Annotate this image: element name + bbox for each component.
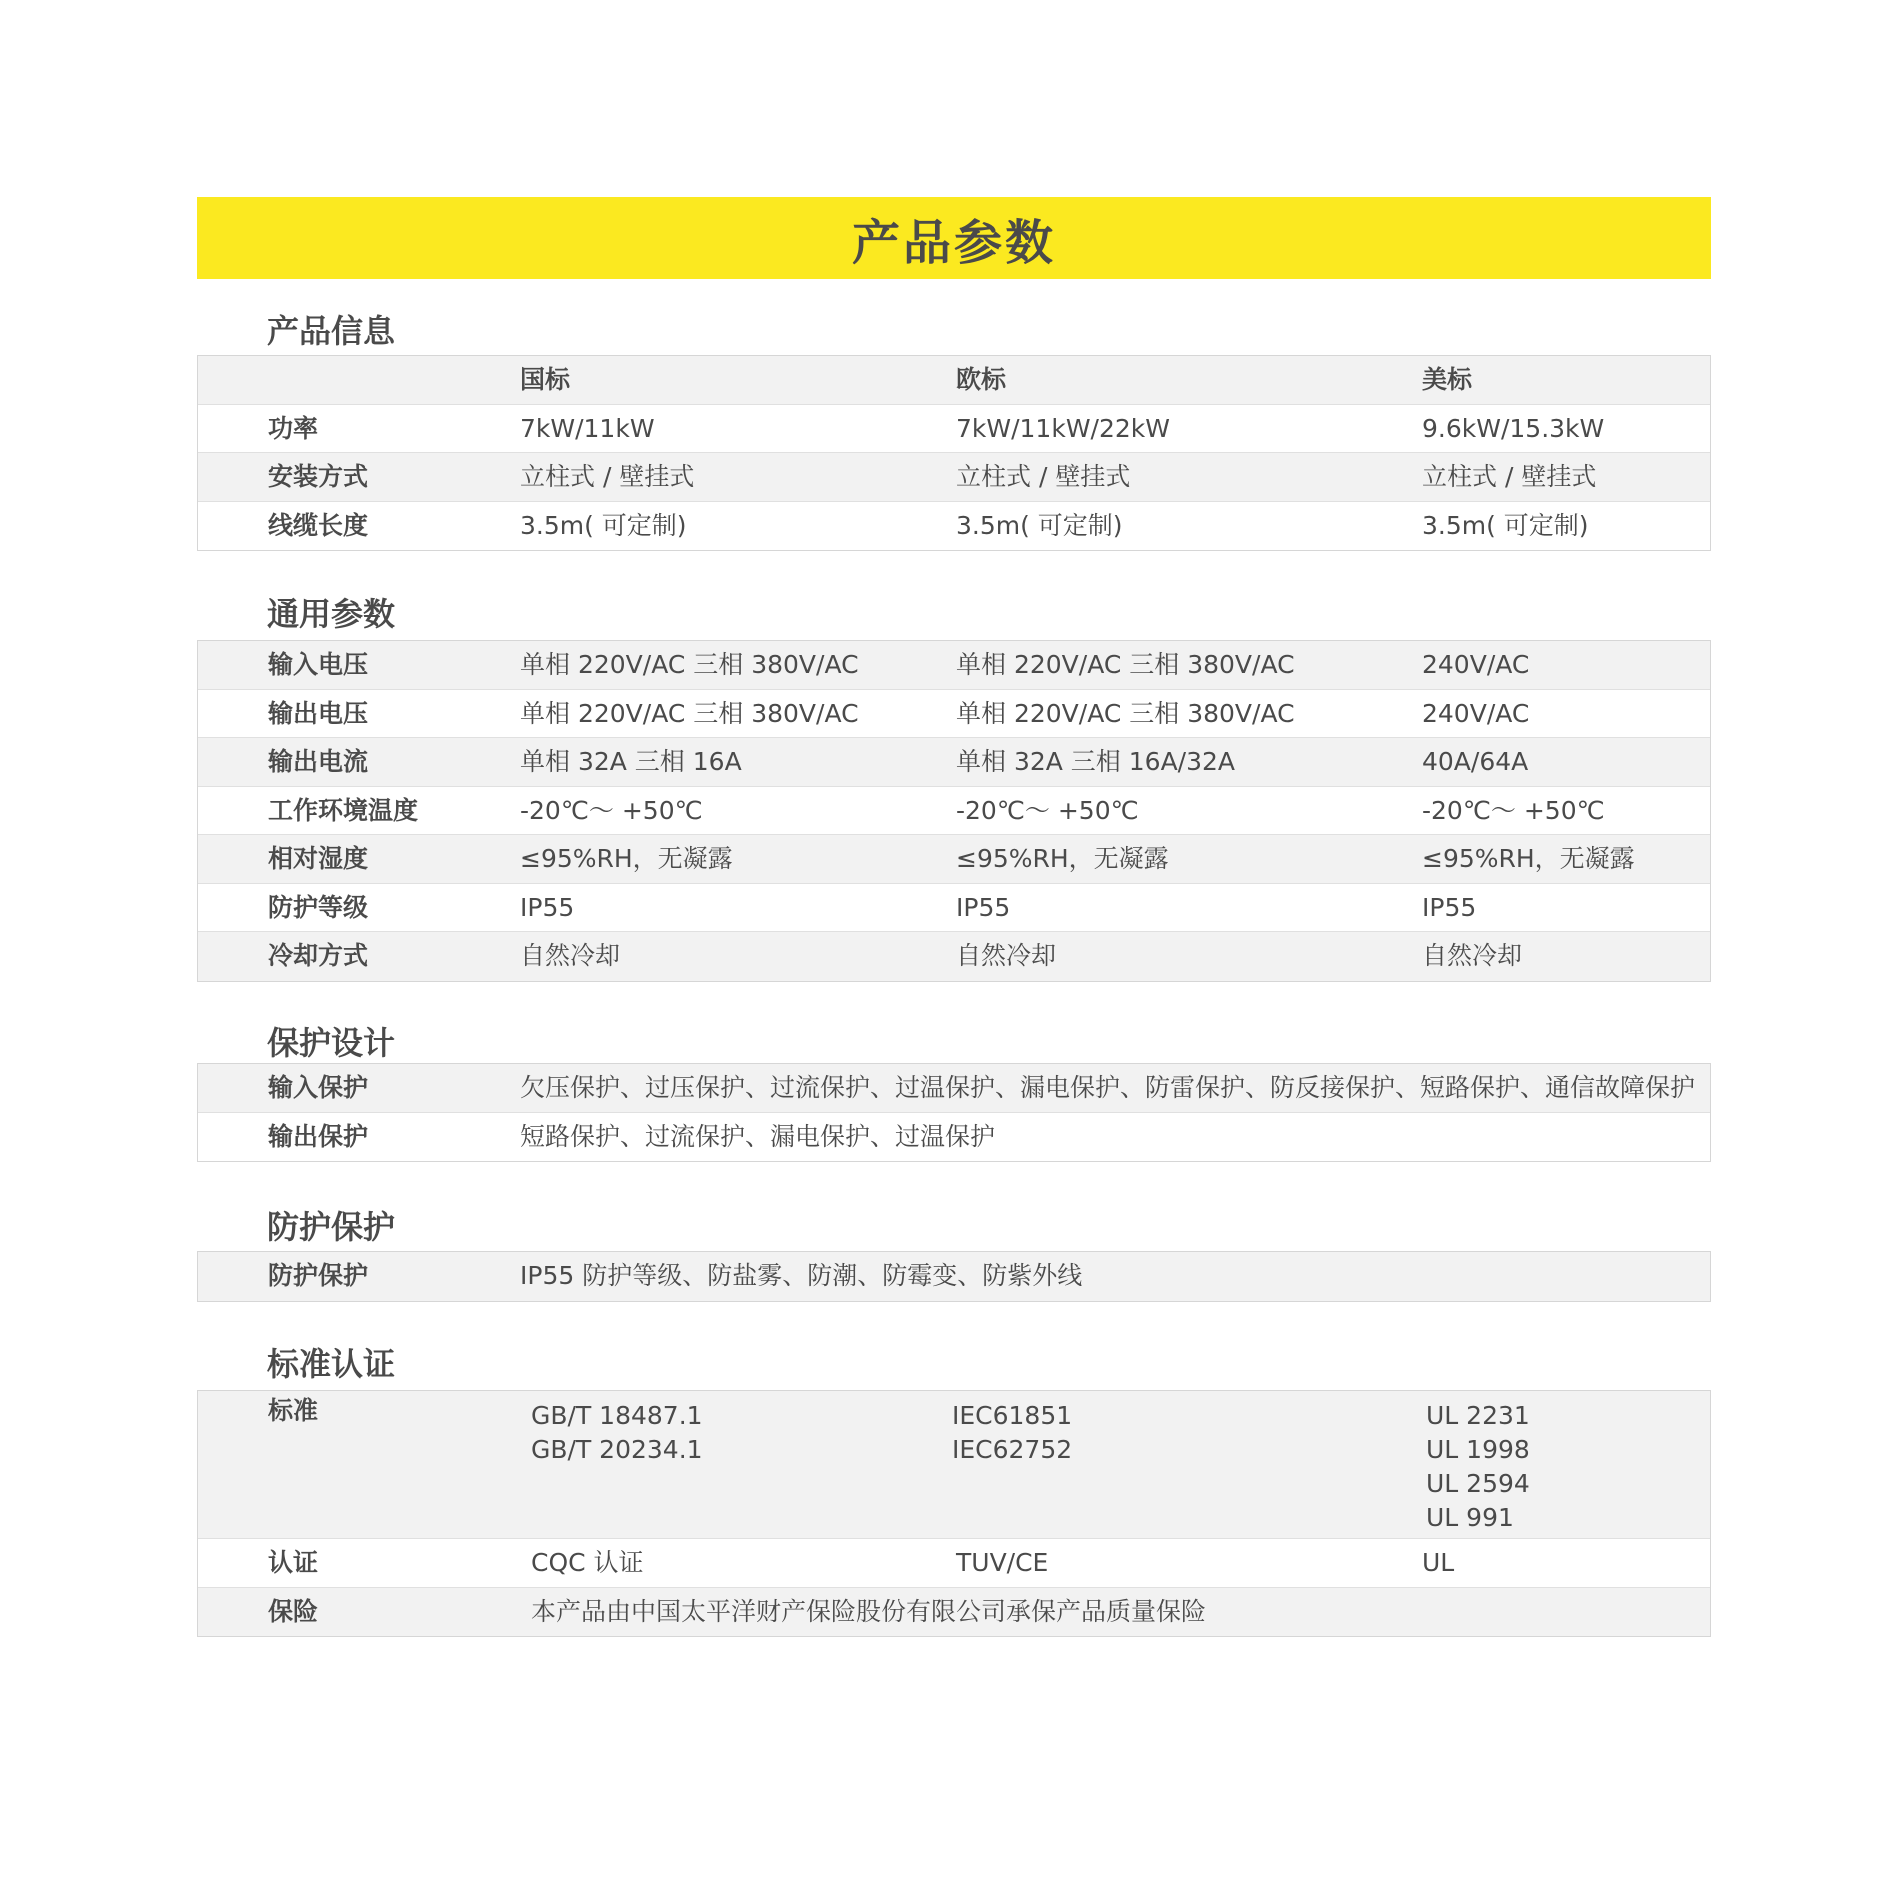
table-cell: 立柱式 / 壁挂式 (956, 462, 1131, 491)
row-label: 功率 (268, 413, 319, 443)
table-cell: IP55 防护等级、防盐雾、防潮、防霉变、防紫外线 (520, 1261, 1083, 1290)
row-label: 工作环境温度 (268, 795, 419, 825)
table-cell: IP55 (1422, 892, 1477, 922)
general-params-table (197, 640, 1711, 982)
table-cell: 短路保护、过流保护、漏电保护、过温保护 (520, 1121, 996, 1151)
row-label: 保险 (268, 1596, 319, 1626)
row-label: 安装方式 (268, 462, 369, 491)
table-row (198, 738, 1710, 787)
table-cell: 单相 220V/AC 三相 380V/AC (520, 698, 859, 728)
defense-table (197, 1251, 1711, 1302)
row-label: 认证 (268, 1548, 319, 1577)
standards-eu (952, 1399, 1072, 1467)
table-cell: 3.5m( 可定制) (520, 510, 687, 540)
table-cell: 3.5m( 可定制) (1422, 510, 1589, 540)
table-header-row (198, 356, 1710, 405)
table-row (198, 1064, 1710, 1113)
row-label: 输出电压 (268, 698, 369, 728)
product-info-table (197, 355, 1711, 551)
standard-item: GB/T 18487.1 (531, 1401, 703, 1430)
row-label: 线缆长度 (268, 510, 369, 540)
standard-item: UL 991 (1426, 1503, 1514, 1532)
table-row (198, 641, 1710, 690)
row-label: 标准 (268, 1396, 319, 1425)
table-cell: 本产品由中国太平洋财产保险股份有限公司承保产品质量保险 (531, 1596, 1207, 1626)
table-cell: UL (1422, 1548, 1455, 1577)
table-cell: 240V/AC (1422, 698, 1530, 728)
table-cell: TUV/CE (956, 1548, 1049, 1577)
table-cell: 单相 32A 三相 16A (520, 747, 742, 776)
table-cell: ≤95%RH，无凝露 (520, 844, 733, 873)
table-cell: IP55 (520, 892, 575, 922)
table-cell: IP55 (956, 892, 1011, 922)
standard-item: IEC61851 (952, 1401, 1073, 1430)
table-cell: 单相 220V/AC 三相 380V/AC (956, 650, 1295, 679)
column-header-gb: 国标 (520, 365, 571, 394)
section-title-protection: 保护设计 (267, 1024, 396, 1062)
protection-table (197, 1063, 1711, 1162)
table-cell: 240V/AC (1422, 650, 1530, 679)
table-row (198, 835, 1710, 884)
standard-item: UL 2594 (1426, 1469, 1530, 1498)
table-cell: 欠压保护、过压保护、过流保护、过温保护、漏电保护、防雷保护、防反接保护、短路保护、通信故障保护 (520, 1073, 1696, 1102)
table-cell: -20℃～ +50℃ (1422, 795, 1605, 825)
standards-gb (531, 1399, 703, 1467)
row-label: 输出保护 (268, 1121, 369, 1151)
table-cell: CQC 认证 (531, 1548, 644, 1577)
section-title-general: 通用参数 (267, 595, 396, 633)
section-title-certification: 标准认证 (267, 1345, 396, 1383)
table-row-certs (198, 1539, 1710, 1588)
table-cell: ≤95%RH，无凝露 (956, 844, 1169, 873)
standard-item: GB/T 20234.1 (531, 1435, 703, 1464)
table-row (198, 502, 1710, 551)
table-row (198, 1252, 1710, 1301)
page-title: 产品参数 (851, 214, 1056, 271)
column-header-us: 美标 (1422, 365, 1473, 394)
table-cell: -20℃～ +50℃ (956, 795, 1139, 825)
standards-us (1426, 1399, 1530, 1535)
table-row (198, 453, 1710, 502)
row-label: 相对湿度 (268, 844, 369, 873)
table-cell: 7kW/11kW (520, 413, 655, 443)
row-label: 输出电流 (268, 747, 369, 776)
row-label: 输入保护 (268, 1073, 369, 1102)
table-row (198, 787, 1710, 836)
table-cell: 自然冷却 (1422, 941, 1523, 970)
title-banner (197, 197, 1711, 279)
table-row (198, 932, 1710, 981)
table-row (198, 690, 1710, 739)
standard-item: UL 2231 (1426, 1401, 1530, 1430)
certification-table (197, 1390, 1711, 1637)
table-cell: 立柱式 / 壁挂式 (1422, 462, 1597, 491)
section-title-product-info: 产品信息 (267, 312, 396, 350)
table-cell: 单相 32A 三相 16A/32A (956, 747, 1236, 776)
table-cell: 立柱式 / 壁挂式 (520, 462, 695, 491)
table-cell: 3.5m( 可定制) (956, 510, 1123, 540)
table-cell: 7kW/11kW/22kW (956, 413, 1170, 443)
table-cell: ≤95%RH，无凝露 (1422, 844, 1635, 873)
column-header-eu: 欧标 (956, 365, 1007, 394)
row-label: 防护等级 (268, 892, 369, 922)
table-row (198, 405, 1710, 454)
row-label: 冷却方式 (268, 941, 369, 970)
table-cell: 单相 220V/AC 三相 380V/AC (956, 698, 1295, 728)
table-row (198, 884, 1710, 933)
table-cell: 9.6kW/15.3kW (1422, 413, 1605, 443)
row-label: 防护保护 (268, 1261, 369, 1290)
section-title-defense: 防护保护 (267, 1208, 396, 1246)
standard-item: IEC62752 (952, 1435, 1073, 1464)
table-cell: 40A/64A (1422, 747, 1529, 776)
table-cell: 单相 220V/AC 三相 380V/AC (520, 650, 859, 679)
table-cell: 自然冷却 (520, 941, 621, 970)
table-cell: 自然冷却 (956, 941, 1057, 970)
table-row-standards (198, 1391, 1710, 1539)
table-row (198, 1113, 1710, 1162)
table-cell: -20℃～ +50℃ (520, 795, 703, 825)
standard-item: UL 1998 (1426, 1435, 1530, 1464)
row-label: 输入电压 (268, 650, 369, 679)
table-row-insurance (198, 1588, 1710, 1637)
